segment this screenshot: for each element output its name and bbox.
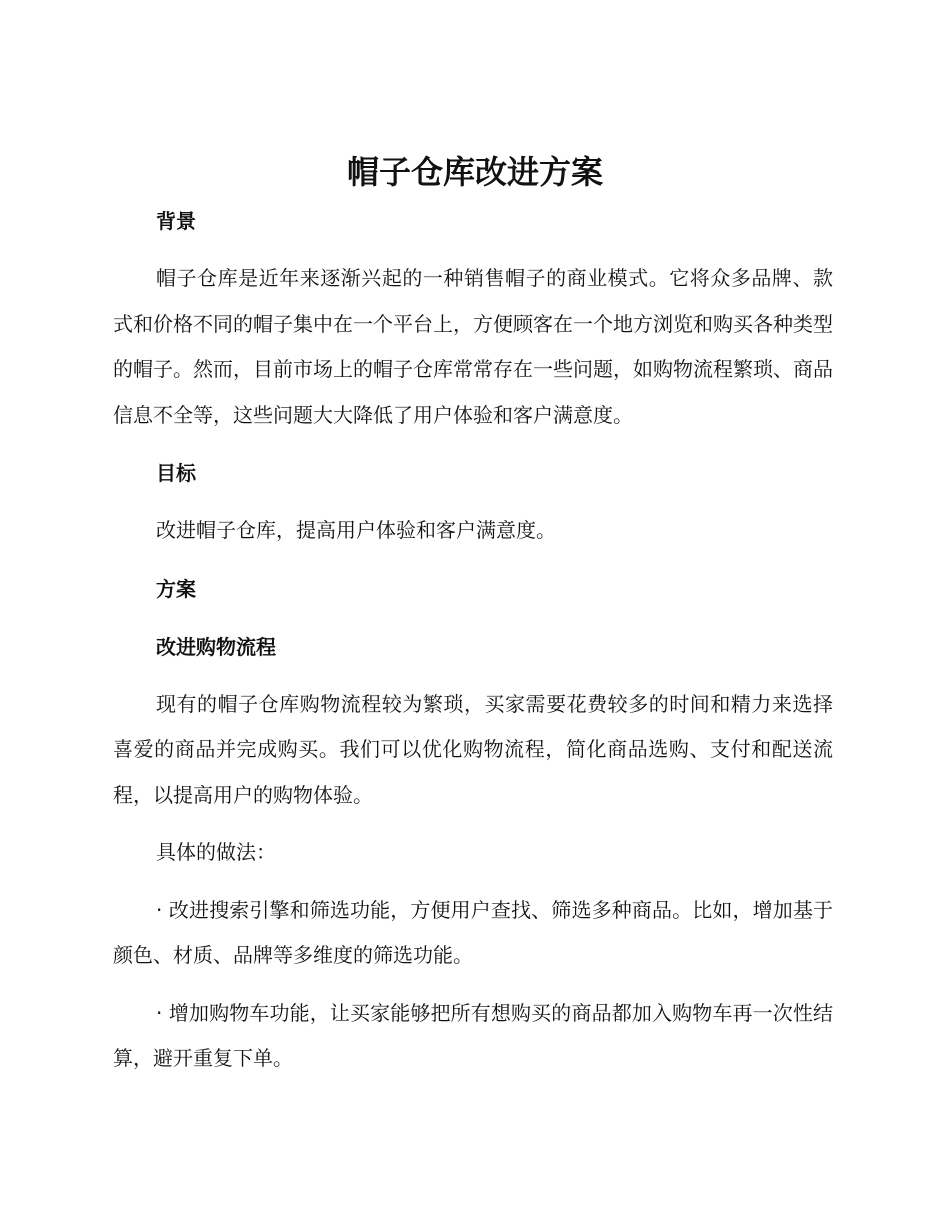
document-body (113, 198, 833, 1094)
goal-paragraph: 改进帽子仓库，提高用户体验和客户满意度。 (156, 518, 556, 542)
page-title: 帽子仓库改进方案 (346, 153, 603, 191)
section-heading-plan: 方案 (156, 576, 196, 601)
subsection-heading-improve-shopping: 改进购物流程 (156, 634, 276, 659)
section-heading-background: 背景 (156, 209, 196, 233)
methods-label: 具体的做法： (156, 840, 276, 864)
improve-shopping-paragraph: 现有的帽子仓库购物流程较为繁琐，买家需要花费较多的时间和精力来选择喜爱的商品并完成购买。我们可以优化购物流程，简化商品选购、支付和配送流程，以提高用户的购物体验。 (113, 691, 833, 807)
bullet-item-search-filter: · 改进搜索引擎和筛选功能，方便用户查找、筛选多种商品。比如，增加基于颜色、材质、品牌等多维度的筛选功能。 (113, 897, 833, 967)
section-heading-goal: 目标 (156, 461, 196, 485)
bullet-item-shopping-cart: · 增加购物车功能，让买家能够把所有想购买的商品都加入购物车再一次性结算，避开重复下单。 (113, 1000, 833, 1070)
background-paragraph: 帽子仓库是近年来逐渐兴起的一种销售帽子的商业模式。它将众多品牌、款式和价格不同的帽子集中在一个平台上，方便顾客在一个地方浏览和购买各种类型的帽子。然而，目前市场上的帽子仓库常常存在一些问题，如购物流程繁琐、商品信息不全等，这些问题大大降低了用户体验和客户满意度。 (113, 266, 833, 427)
